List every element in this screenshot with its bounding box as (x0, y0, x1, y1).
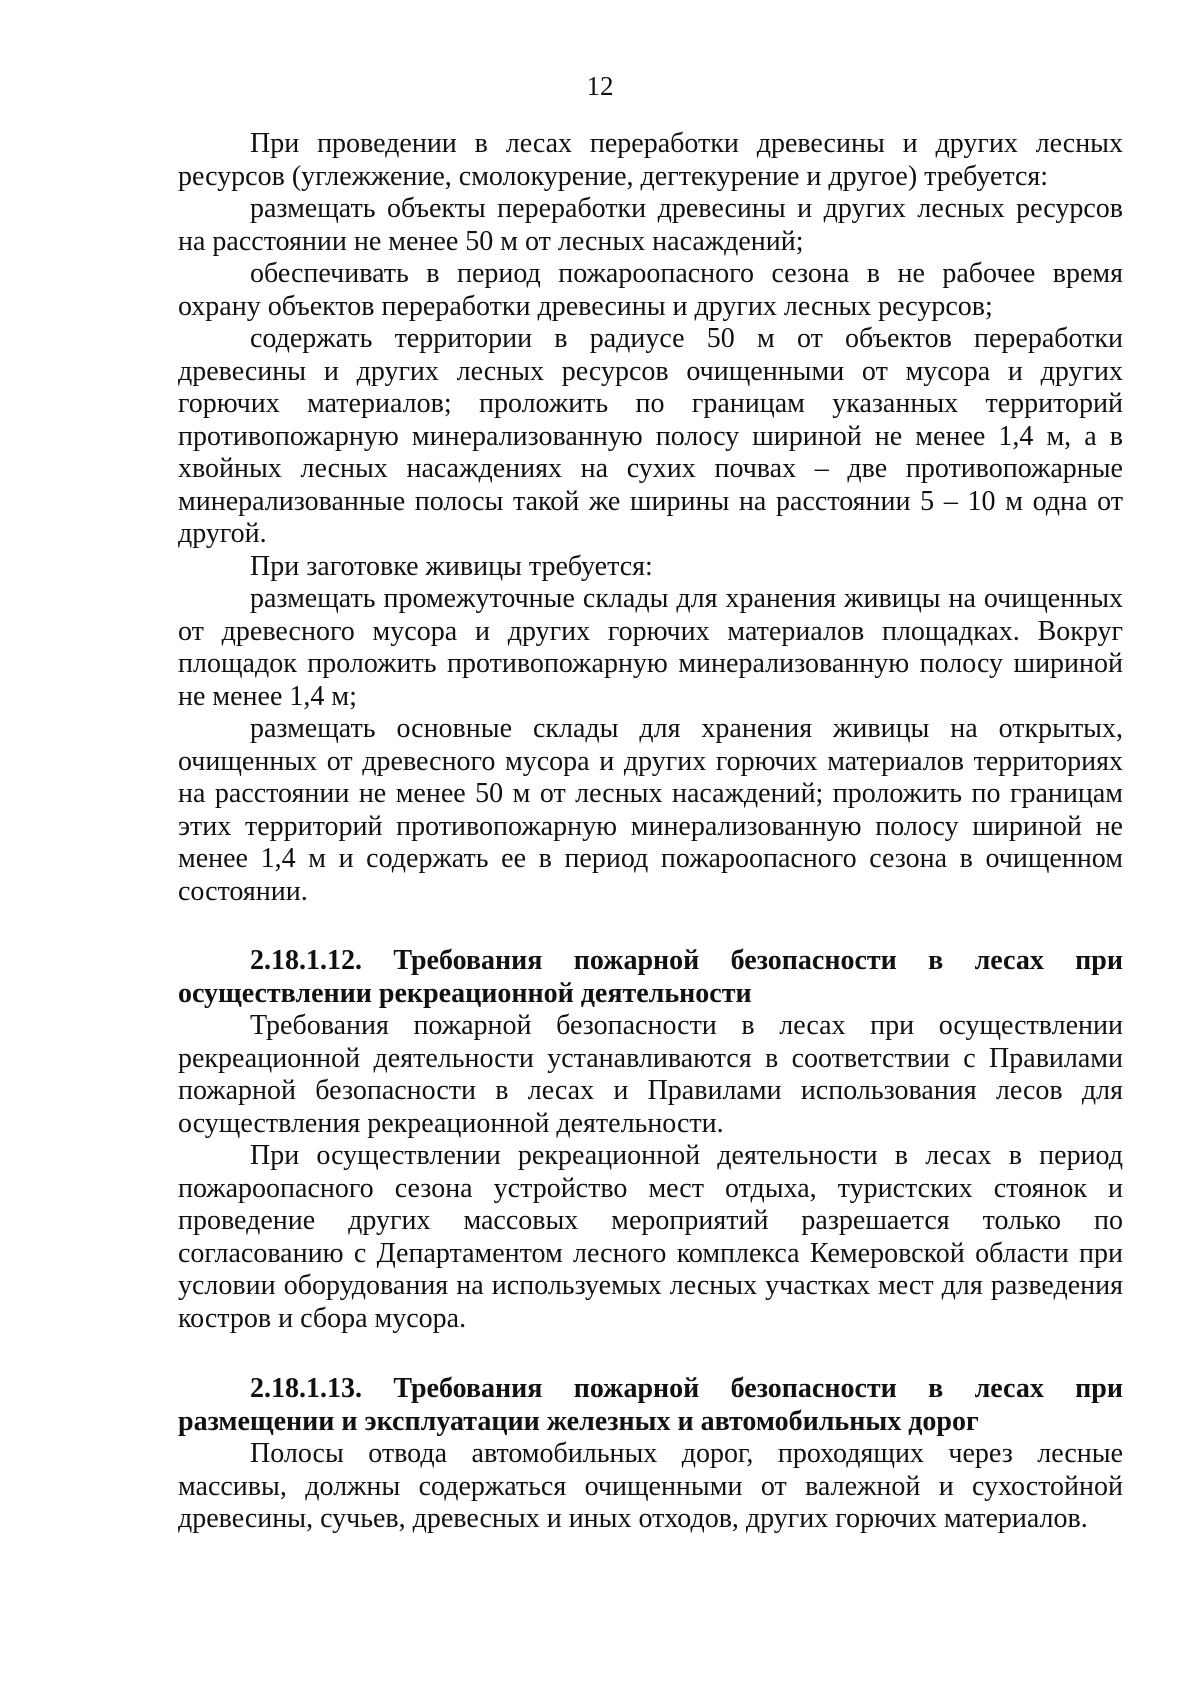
document-body (178, 128, 1123, 1536)
page-number: 12 (586, 71, 614, 101)
section-heading-recreation: 2.18.1.12. Требования пожарной безопасности в лесах при осуществлении рекреационной деятельности (178, 945, 1123, 1009)
section-heading-roads: 2.18.1.13. Требования пожарной безопасности в лесах при размещении и эксплуатации железных и автомобильных дорог (178, 1373, 1123, 1437)
paragraph-recreation-rules: Требования пожарной безопасности в лесах при осуществлении рекреационной деятельности устанавливаются в соответствии с Правилами пожарной безопасности в лесах и Правилами использования лесов для осуществления рекреационной деятельности. (178, 1010, 1123, 1139)
paragraph-processing-territory: содержать территории в радиусе 50 м от объектов переработки древесины и других лесных ресурсов очищенными от мусора и других горючих материалов; проложить по границам указанных территорий противопожарную минерализованную полосу шириной не менее 1,4 м, а в хвойных лесных насаждениях на сухих почвах – две противопожарные минерализованные полосы такой же ширины на расстоянии 5 – 10 м одна от другой. (178, 323, 1123, 549)
paragraph-resin-intermediate-storage: размещать промежуточные склады для хранения живицы на очищенных от древесного мусора и других горючих материалов площадках. Вокруг площадок проложить противопожарную минерализованную полосу шириной не менее 1,4 м; (178, 583, 1123, 712)
paragraph-processing-intro: При проведении в лесах переработки древесины и других лесных ресурсов (углежжение, смолокурение, дегтекурение и другое) требуется: (178, 128, 1123, 192)
paragraph-recreation-season: При осуществлении рекреационной деятельности в лесах в период пожароопасного сезона устройство мест отдыха, туристских стоянок и проведение других массовых мероприятий разрешается только по согласованию с Департаментом лесного комплекса Кемеровской области при условии оборудования на используемых лесных участках мест для разведения костров и сбора мусора. (178, 1140, 1123, 1334)
paragraph-processing-guard: обеспечивать в период пожароопасного сезона в не рабочее время охрану объектов переработки древесины и других лесных ресурсов; (178, 258, 1123, 322)
paragraph-resin-main-storage: размещать основные склады для хранения живицы на открытых, очищенных от древесного мусора и других горючих материалов территориях на расстоянии не менее 50 м от лесных насаждений; проложить по границам этих территорий противопожарную минерализованную полосу шириной не менее 1,4 м и содержать ее в период пожароопасного сезона в очищенном состоянии. (178, 713, 1123, 907)
paragraph-roads-clearance: Полосы отвода автомобильных дорог, проходящих через лесные массивы, должны содержаться очищенными от валежной и сухостойной древесины, сучьев, древесных и иных отходов, других горючих материалов. (178, 1438, 1123, 1534)
paragraph-processing-distance: размещать объекты переработки древесины и других лесных ресурсов на расстоянии не менее 50 м от лесных насаждений; (178, 193, 1123, 257)
paragraph-resin-intro: При заготовке живицы требуется: (250, 550, 653, 582)
